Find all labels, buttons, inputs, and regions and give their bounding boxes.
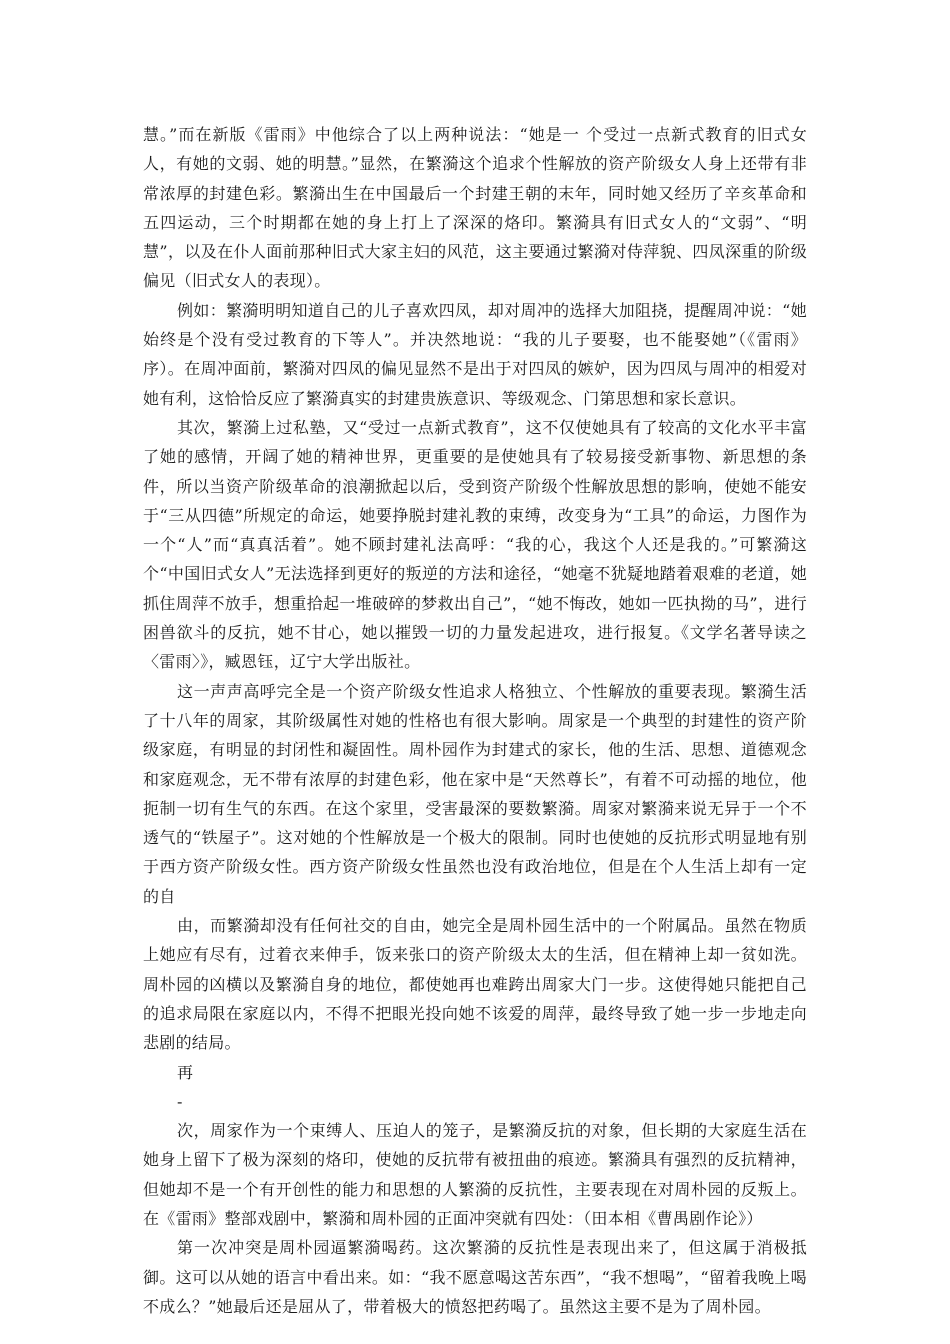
paragraph-3: 其次，繁漪上过私塾，又“受过一点新式教育”，这不仅使她具有了较高的文化水平丰富了她的感情，开阔了她的精神世界，更重要的是使她具有了较易接受新事物、新思想的条件，所以当资产阶级革命的浪潮掀起以后，受到资产阶级个性解放思想的影响，使她不能安于“三从四德”所规定的命运，她要挣脱封建礼教的束缚，改变身为“工具”的命运，力图作为一个“人”而“真真活着”。她不顾封建礼法高呼：“我的心，我这个人还是我的。”可繁漪这个“中国旧式女人”无法选择到更好的叛逆的方法和途径，“她毫不犹疑地踏着艰难的老道，她抓住周萍不放手，想重拾起一堆破碎的梦救出自己”，“她不悔改，她如一匹执拗的马”，进行困兽欲斗的反抗，她不甘心，她以摧毁一切的力量发起进攻，进行报复。《文学名著导读之〈雷雨〉》，臧恩钰，辽宁大学出版社。 bbox=[143, 417, 807, 672]
paragraph-2: 例如：繁漪明明知道自己的儿子喜欢四凤，却对周冲的选择大加阻挠，提醒周冲说：“她始终是个没有受过教育的下等人”。并决然地说：“我的儿子要娶，也不能娶她”（《雷雨》序）。在周冲面前，繁漪对四凤的偏见显然不是出于对四凤的嫉妒，因为四凤与周冲的相爱对她有利，这恰恰反应了繁漪真实的封建贵族意识、等级观念、门第思想和家长意识。 bbox=[143, 300, 807, 408]
document-page bbox=[143, 120, 807, 1321]
paragraph-6-fragment: 再 bbox=[177, 1062, 194, 1082]
paragraph-7-dash: - bbox=[177, 1091, 183, 1111]
paragraph-5: 由，而繁漪却没有任何社交的自由，她完全是周朴园生活中的一个附属品。虽然在物质上她应有尽有，过着衣来伸手，饭来张口的资产阶级太太的生活，但在精神上却一贫如洗。周朴园的凶横以及繁漪自身的地位，都使她再也难跨出周家大门一步。这使得她只能把自己的追求局限在家庭以内，不得不把眼光投向她不该爱的周萍，最终导致了她一步一步地走向悲剧的结局。 bbox=[143, 916, 807, 1053]
paragraph-1: 慧。”而在新版《雷雨》中他综合了以上两种说法：“她是一 个受过一点新式教育的旧式女人，有她的文弱、她的明慧。”显然，在繁漪这个追求个性解放的资产阶级女人身上还带有非常浓厚的封建色彩。繁漪出生在中国最后一个封建王朝的末年，同时她又经历了辛亥革命和五四运动，三个时期都在她的身上打上了深深的烙印。繁漪具有旧式女人的“文弱”、“明慧”，以及在仆人面前那种旧式大家主妇的风范，这主要通过繁漪对侍萍貌、四凤深重的阶级偏见（旧式女人的表现）。 bbox=[143, 125, 807, 291]
paragraph-8: 次，周家作为一个束缚人、压迫人的笼子，是繁漪反抗的对象，但长期的大家庭生活在她身上留下了极为深刻的烙印，使她的反抗带有被扭曲的痕迹。繁漪具有强烈的反抗精神，但她却不是一个有开创性的能力和思想的人繁漪的反抗性，主要表现在对周朴园的反叛上。在《雷雨》整部戏剧中，繁漪和周朴园的正面冲突就有四处：（田本相《曹禺剧作论》） bbox=[143, 1121, 807, 1228]
paragraph-4: 这一声声高呼完全是一个资产阶级女性追求人格独立、个性解放的重要表现。繁漪生活了十八年的周家，其阶级属性对她的性格也有很大影响。周家是一个典型的封建性的资产阶级家庭，有明显的封闭性和凝固性。周朴园作为封建式的家长，他的生活、思想、道德观念和家庭观念，无不带有浓厚的封建色彩，他在家中是“天然尊长”，有着不可动摇的地位，他扼制一切有生气的东西。在这个家里，受害最深的要数繁漪。周家对繁漪来说无异于一个不透气的“铁屋子”。这对她的个性解放是一个极大的限制。同时也使她的反抗形式明显地有别于西方资产阶级女性。西方资产阶级女性虽然也没有政治地位，但是在个人生活上却有一定的自 bbox=[143, 681, 807, 906]
paragraph-9: 第一次冲突是周朴园逼繁漪喝药。这次繁漪的反抗性是表现出来了，但这属于消极抵御。这可以从她的语言中看出来。如：“我不愿意喝这苦东西”，“我不想喝”，“留着我晚上喝不成么？”她最后还是屈从了，带着极大的愤怒把药喝了。虽然这主要不是为了周朴园。 bbox=[143, 1238, 807, 1316]
